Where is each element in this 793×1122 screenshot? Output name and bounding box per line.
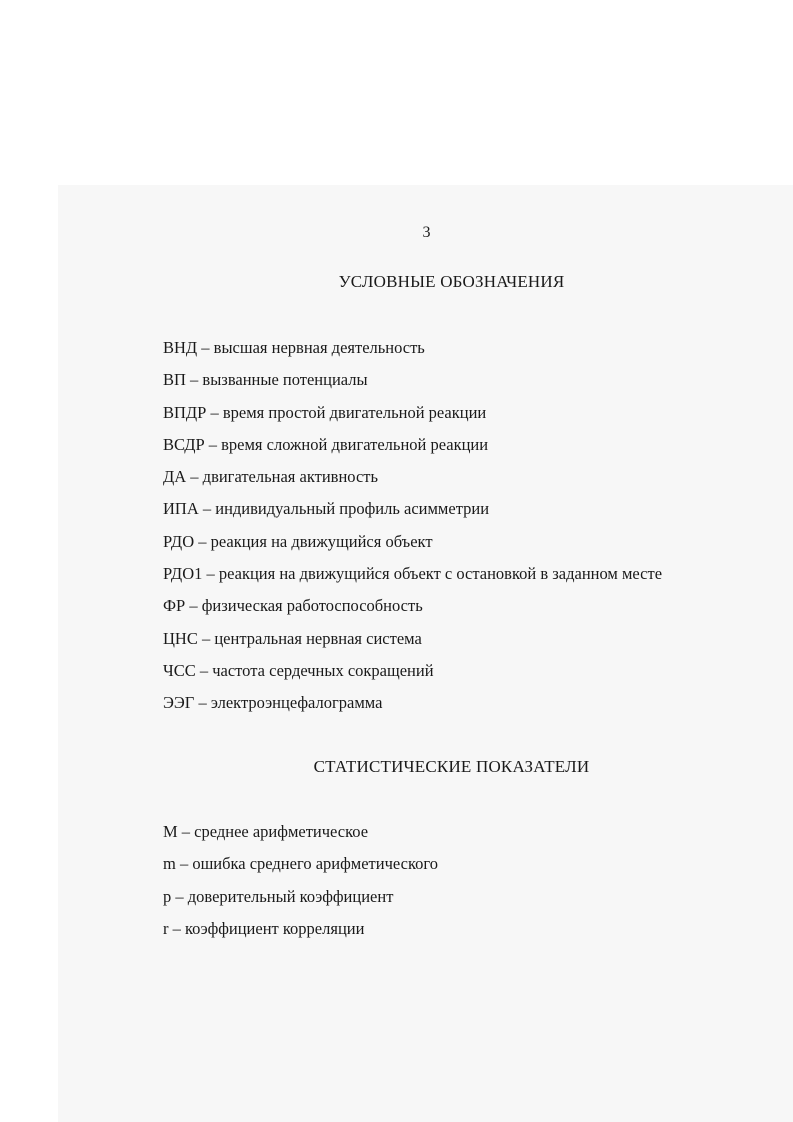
list-item: ЦНС – центральная нервная система (163, 628, 422, 648)
list-item: p – доверительный коэффициент (163, 886, 394, 906)
list-item: ФР – физическая работоспособность (163, 596, 423, 616)
statistics-title: СТАТИСТИЧЕСКИЕ ПОКАЗАТЕЛИ (313, 757, 590, 776)
list-item: ДА – двигательная активность (163, 467, 379, 487)
list-item: M – среднее арифметическое (163, 822, 369, 841)
list-item: РДО1 – реакция на движущийся объект с остановкой в заданном месте (163, 564, 663, 584)
list-item: ВПДР – время простой двигательной реакции (163, 402, 487, 422)
list-item: ВНД – высшая нервная деятельность (163, 338, 425, 357)
list-item: r – коэффициент корреляции (163, 918, 365, 938)
list-item: ВП – вызванные потенциалы (163, 370, 368, 390)
list-item: ВСДР – время сложной двигательной реакции (163, 434, 489, 454)
abbreviations-list (163, 332, 662, 720)
page-number: 3 (422, 224, 431, 241)
list-item: m – ошибка среднего арифметического (163, 854, 438, 874)
list-item: ЧСС – частота сердечных сокращений (163, 660, 434, 680)
list-item: РДО – реакция на движущийся объект (163, 531, 433, 551)
list-item: ЭЭГ – электроэнцефалограмма (163, 693, 383, 713)
statistics-list (163, 816, 438, 945)
list-item: ИПА – индивидуальный профиль асимметрии (163, 499, 490, 519)
abbreviations-title: УСЛОВНЫЕ ОБОЗНАЧЕНИЯ (338, 272, 565, 291)
